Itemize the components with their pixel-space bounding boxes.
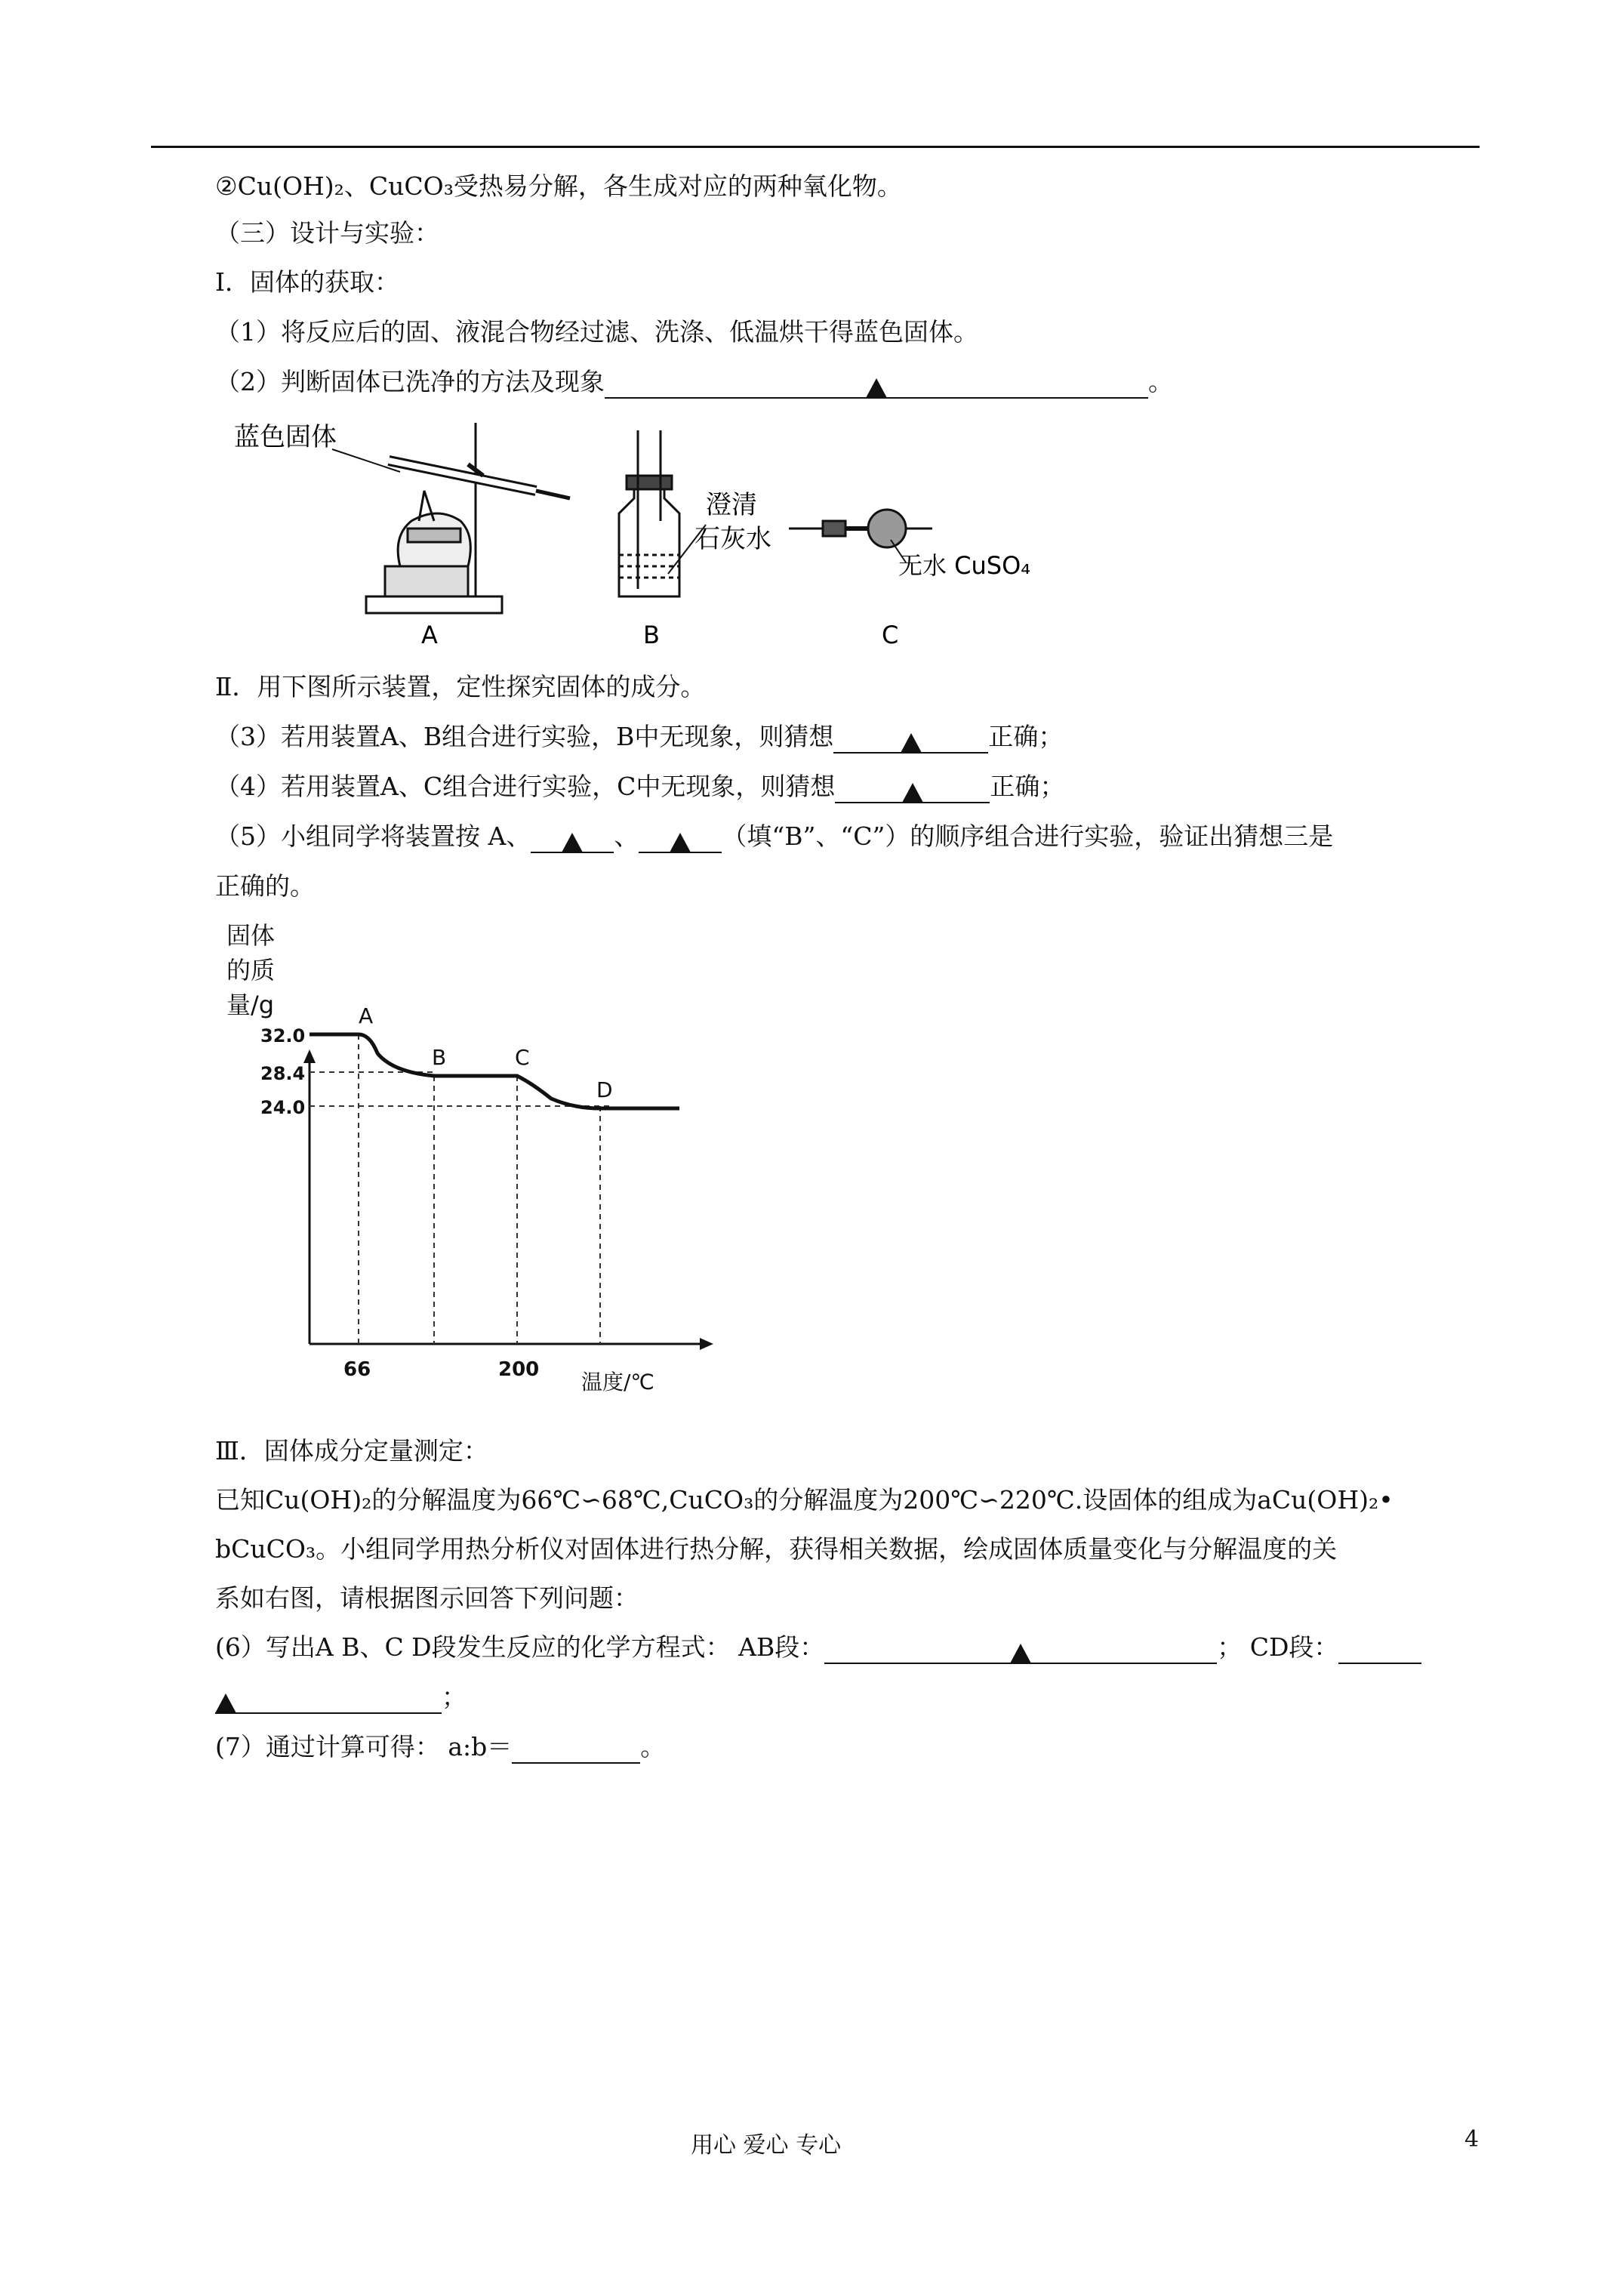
- subheading-quantitative: Ⅲ．固体成分定量测定：: [215, 1436, 488, 1465]
- question-4: （4）若用装置A、C组合进行实验，C中无现象，则猜想 正确；: [215, 770, 1064, 803]
- text-line-12: 已知Cu(OH)₂的分解温度为66℃∽68℃,CuCO₃的分解温度为200℃∽220℃.设固体的组成为aCu(OH)₂•: [215, 1485, 1394, 1515]
- answer-blank-7[interactable]: [512, 1735, 640, 1764]
- y-tick-label: 24.0: [260, 1097, 306, 1118]
- text-line-correct: 正确的。: [215, 871, 315, 901]
- y-tick-label: 32.0: [260, 1025, 306, 1046]
- x-tick-label: 66: [343, 1358, 371, 1381]
- question-5: （5）小组同学将装置按 A、 、 （填“B”、“C”）的顺序组合进行实验，验证出猜想三是: [215, 820, 1333, 853]
- subheading-qualitative: Ⅱ．用下图所示装置，定性探究固体的成分。: [215, 672, 706, 701]
- triangle-icon: [215, 1693, 236, 1713]
- caption-b: B: [643, 621, 660, 649]
- caption-c: C: [882, 621, 899, 649]
- x-axis-label: 温度/℃: [581, 1370, 654, 1395]
- triangle-icon: [562, 833, 583, 852]
- text-line-14: 系如右图，请根据图示回答下列问题：: [215, 1583, 639, 1613]
- mass-temperature-chart: [219, 914, 762, 1397]
- caption-a: A: [421, 621, 438, 649]
- question-7: (7）通过计算可得： a:b＝ 。: [215, 1730, 665, 1764]
- x-axis-arrow: [700, 1338, 713, 1350]
- answer-blank-6cd-cont[interactable]: [215, 1685, 442, 1714]
- triangle-icon: [670, 833, 691, 852]
- point-label-a: A: [359, 1003, 374, 1028]
- question-6-cont: ；: [215, 1681, 467, 1714]
- subheading-solid: Ⅰ．固体的获取：: [215, 267, 400, 297]
- footer-motto: 用心 爱心 专心: [691, 2132, 842, 2159]
- triangle-icon: [866, 378, 887, 398]
- answer-blank-6ab[interactable]: [824, 1635, 1217, 1664]
- mass-curve: [310, 1034, 679, 1108]
- question-1: （1）将反应后的固、液混合物经过滤、洗涤、低温烘干得蓝色固体。: [215, 317, 978, 347]
- answer-blank-6cd[interactable]: [1338, 1635, 1421, 1664]
- y-tick-label: 28.4: [260, 1063, 306, 1084]
- point-label-b: B: [432, 1045, 447, 1070]
- triangle-icon: [901, 733, 922, 753]
- page-number: 4: [1464, 2126, 1480, 2153]
- label-cuso4: 无水 CuSO₄: [898, 551, 1031, 580]
- section-heading-design: （三）设计与实验：: [215, 218, 439, 248]
- answer-blank-3[interactable]: [833, 725, 988, 754]
- text-line-1: ②Cu(OH)₂、CuCO₃受热易分解，各生成对应的两种氧化物。: [215, 171, 902, 201]
- point-label-d: D: [596, 1077, 613, 1102]
- y-axis-label-line: 量/g: [226, 991, 275, 1019]
- x-tick-label: 200: [498, 1358, 540, 1381]
- answer-blank-5a[interactable]: [531, 824, 614, 853]
- label-limewater-1: 澄清: [706, 490, 757, 520]
- question-3: （3）若用装置A、B组合进行实验，B中无现象，则猜想 正确；: [215, 720, 1063, 754]
- apparatus-b: [619, 430, 706, 596]
- y-axis-arrow: [303, 1049, 316, 1063]
- point-label-c: C: [515, 1045, 530, 1070]
- label-limewater-2: 石灰水: [694, 524, 771, 554]
- triangle-icon: [902, 783, 923, 803]
- question-2: （2）判断固体已洗净的方法及现象 。: [215, 365, 1173, 399]
- answer-blank-5b[interactable]: [639, 824, 722, 853]
- question-6: (6）写出A B、C D段发生反应的化学方程式： AB段： ； CD段：: [215, 1631, 1421, 1664]
- y-axis-label-line: 固体: [226, 921, 276, 950]
- y-axis-label-line: 的质: [226, 956, 276, 985]
- apparatus-figure: [226, 408, 1178, 657]
- text-line-13: bCuCO₃。小组同学用热分析仪对固体进行热分解，获得相关数据，绘成固体质量变化与分解温度的关: [215, 1534, 1338, 1564]
- apparatus-a: [332, 423, 570, 613]
- answer-blank-2[interactable]: [605, 370, 1148, 399]
- header-rule: [151, 146, 1480, 148]
- triangle-icon: [1010, 1644, 1031, 1663]
- answer-blank-4[interactable]: [835, 775, 990, 803]
- label-blue-solid: 蓝色固体: [234, 422, 337, 452]
